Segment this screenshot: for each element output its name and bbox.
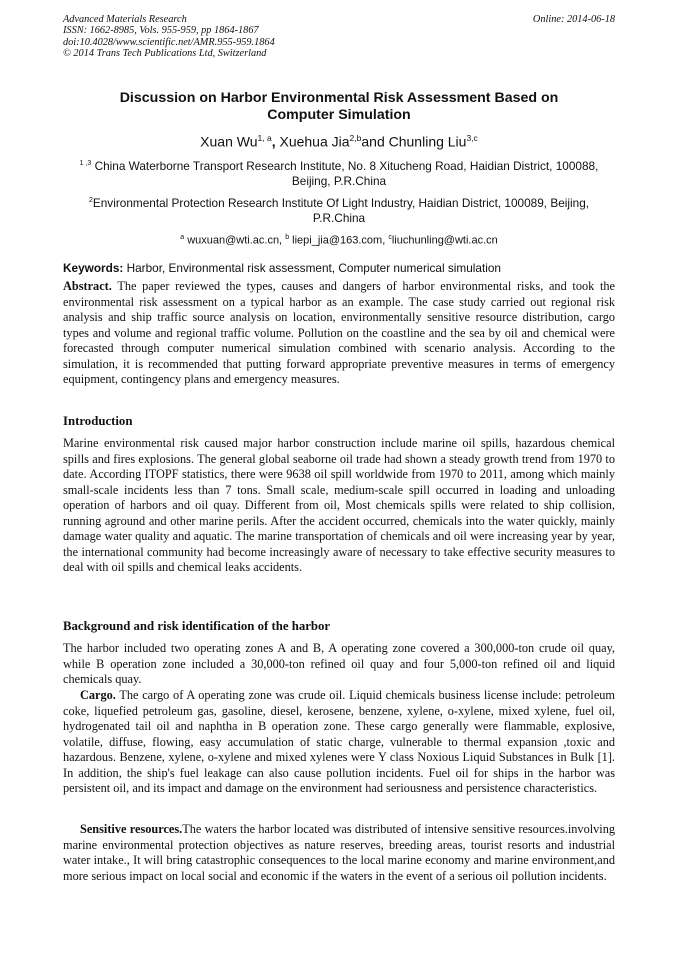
journal-issn: ISSN: 1662-8985, Vols. 955-959, pp 1864-1867	[63, 25, 259, 37]
affiliation-2	[63, 193, 615, 227]
title-line-2: Computer Simulation	[267, 107, 411, 123]
author-name: and Chunling Liu	[361, 133, 467, 150]
journal-name: Advanced Materials Research	[63, 14, 187, 25]
affiliation-text: China Waterborne Transport Research Institute, No. 8 Xitucheng Road, Haidian District, 100088, Beijing, P.R.China	[94, 158, 599, 189]
email-superscript: b	[285, 234, 290, 241]
author-list: Xuan Wu$^{1, a}$, Xuehua Jia$^{2,b}$and Chunling Liu$^{3,c}$	[200, 133, 478, 150]
sensitive-resources-text: The waters the harbor located was distributed of intensive sensitive resources.involving marine environmental protection objectives as nature reserves, breeding areas, tourist resorts and industrial water intake., It will bring catastrophic consequences to the local marine economy and marine environment,and more serious impact on local social and economic if the waters in the event of a serious oil pollution incidents.	[63, 822, 615, 883]
email-link[interactable]: liepi_jia@163.com,	[292, 234, 386, 247]
introduction-paragraph: Marine environmental risk caused major harbor construction include marine oil spills, hazardous chemical spills and fires explosions. The general global seaborne oil trade had shown a steady growth trend from 1970 to date. According ITOPF statistics, there were 9638 oil spill worldwide from 1970 to 2011, among which mainly small-scale incidents less than 7 tons. Small scale, medium-scale spill occurred in loading and unloading operation of harbors and oil quay. Different from oil, Most chemicals spills were related to ship collision, running aground and other marine perils. After the accident occurred, chemicals into the water quickly, mainly damage water quality and aquatic. The marine transportation of chemicals and oil were increasing year by year, the international community had become increasingly aware of necessary to take effective security measures to deal with oil spills and chemical leaks accidents.	[63, 436, 615, 574]
keywords-text: Harbor, Environmental risk assessment, Computer numerical simulation	[126, 261, 501, 275]
affiliation-superscript: 1 ,3	[79, 160, 92, 167]
paper-title	[63, 90, 615, 124]
affiliation-1	[63, 156, 615, 190]
email-link[interactable]: wuxuan@wti.ac.cn,	[187, 234, 283, 247]
affiliation-text: Environmental Protection Research Institute Of Light Industry, Haidian District, 100089, Beijing, P.R.China	[92, 195, 590, 226]
email-link[interactable]: liuchunling@wti.ac.cn	[391, 234, 498, 247]
abstract-text: The paper reviewed the types, causes and dangers of harbor environmental risks, and took the environmental risk assessment on a typical harbor as an example. The case study carried out regional risk analysis and ship traffic source analysis on location, environmentally sensitive resource distribution, cargo types and volume and regional traffic volume. Pollution on the coastline and the sea by oil and chemical were forecasted through computer numerical simulation combined with scenario analysis. According to the simulation, it is recommended that putting forward appropriate preventive measures in terms of emergency equipment, contingency plans and emergency measures.	[63, 279, 615, 386]
sensitive-resources-paragraph	[63, 822, 615, 884]
sensitive-resources-label: Sensitive resources.	[80, 822, 183, 836]
abstract-label: Abstract.	[63, 279, 112, 293]
section-heading-introduction: Introduction	[63, 414, 133, 428]
journal-doi: doi:10.4028/www.scientific.net/AMR.955-959.1864	[63, 36, 275, 48]
author-name: Xuehua Jia	[279, 133, 350, 150]
keywords	[63, 261, 615, 276]
title-line-1: Discussion on Harbor Environmental Risk Assessment Based on	[119, 90, 559, 106]
cargo-paragraph	[63, 688, 615, 797]
author-superscript: 1, a	[257, 133, 272, 143]
cargo-label: Cargo.	[80, 688, 116, 702]
background-paragraph: The harbor included two operating zones A and B, A operating zone covered a 300,000-ton crude oil quay, while B operation zone included a 30,000-ton refined oil quay and four 5,000-ton refined oil and liquid chemicals quay.	[63, 641, 615, 686]
email-superscript: a	[180, 234, 185, 241]
email-superscript: c	[388, 234, 392, 241]
journal-header	[63, 14, 615, 60]
author-superscript: 2,b	[349, 133, 362, 143]
author-emails	[63, 231, 615, 248]
author-superscript: 3,c	[466, 133, 478, 143]
keywords-label: Keywords:	[63, 261, 124, 275]
affiliation-superscript: 2	[88, 197, 93, 204]
abstract	[63, 279, 615, 388]
author-name: Xuan Wu	[200, 133, 258, 150]
journal-copyright: © 2014 Trans Tech Publications Ltd, Switzerland	[63, 48, 267, 60]
online-date: Online: 2014-06-18	[532, 14, 615, 25]
section-heading-background: Background and risk identification of the harbor	[63, 619, 331, 633]
cargo-text: The cargo of A operating zone was crude oil. Liquid chemicals business license include: petroleum coke, liquefied petroleum gas, gasoline, diesel, kerosene, benzene, xylene, o-xylene, mixed xylene, fuel oil, hydrogenated tail oil and naphtha in B operation zone. These cargo generally were flammable, explosive, volatile, diffuse, flowing, easy accumulation of static charge, vulnerable to thermal expansion ,toxic and hazardous. Benzene, xylene, o-xylene and mixed xylenes were Y class Noxious Liquid Substances in Bulk [1]. In addition, the ship's fuel leakage can also cause pollution incidents. Fuel oil for ships in the harbor was persistent oil, and its impact and damage on the environment had seriousness and persistence characteristics.	[63, 688, 615, 795]
